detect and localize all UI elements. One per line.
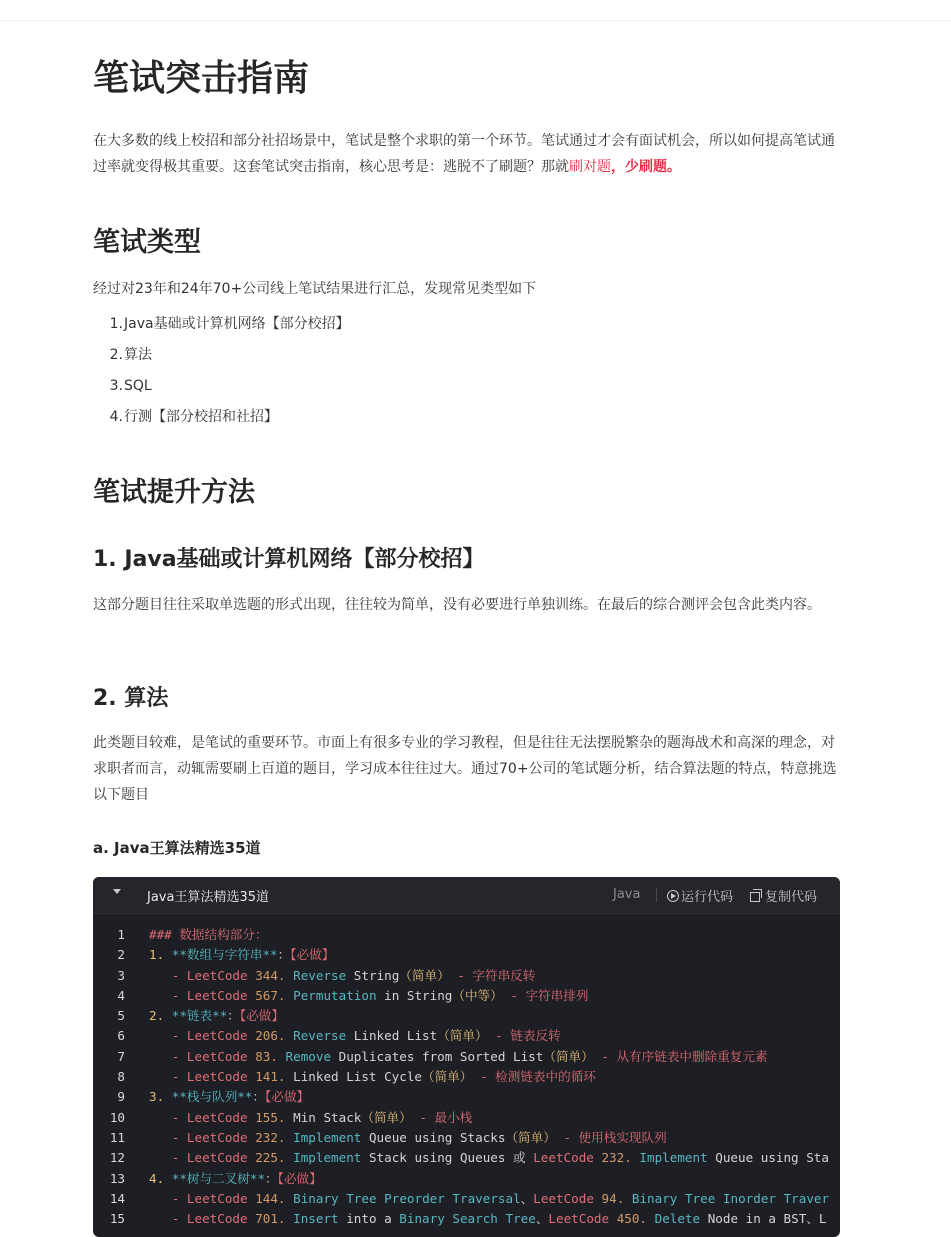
line-number: 10: [109, 1109, 125, 1125]
code-language[interactable]: Java: [613, 887, 641, 902]
code-line: [93, 925, 840, 945]
intro-paragraph: [93, 128, 845, 180]
list-label: 行测【部分校招和社招】: [124, 409, 278, 425]
types-list: [93, 312, 350, 436]
code-lines: [93, 925, 840, 1229]
copy-code-label: 复制代码: [765, 890, 818, 905]
collapse-chevron-icon[interactable]: [113, 889, 121, 894]
copy-icon: [750, 892, 760, 902]
list-number: 4.: [109, 409, 123, 425]
section2-subheading: a. Java王算法精选35道: [93, 839, 261, 857]
code-text: ### 数据结构部分：: [149, 927, 268, 942]
list-item: [93, 405, 350, 436]
code-line: [93, 1067, 840, 1087]
list-label: 算法: [124, 347, 152, 363]
list-item: [93, 343, 350, 374]
list-number: 2.: [109, 347, 123, 363]
code-line: [93, 945, 840, 965]
page-title: 笔试突击指南: [93, 58, 310, 99]
play-icon: [667, 890, 679, 902]
line-number: 4: [117, 987, 125, 1003]
line-number: 14: [109, 1190, 125, 1206]
list-item: [93, 312, 350, 343]
code-text: 4. **树与二叉树**：【必做】: [149, 1170, 322, 1186]
code-line: [93, 986, 840, 1006]
code-line: [93, 1169, 840, 1189]
list-label: SQL: [124, 378, 152, 394]
line-number: 2: [117, 947, 125, 963]
code-text: - LeetCode 141. Linked List Cycle（简单） - 检测链表中的循环: [149, 1069, 596, 1085]
run-code-button[interactable]: [667, 886, 733, 905]
run-code-label: 运行代码: [681, 890, 734, 905]
code-text: - LeetCode 344. Reverse String（简单） - 字符串反转: [149, 967, 536, 983]
section2-text: 此类题目较难，是笔试的重要环节。市面上有很多专业的学习教程，但是往往无法摆脱繁杂的题海战术和高深的理念，对求职者而言，动辄需要刷上百道的题目，学习成本往往过大。通过70+公司的笔试题分析，结合算法题的特点，特意挑选以下题目: [93, 735, 837, 803]
code-header: [93, 877, 840, 914]
line-number: 11: [109, 1129, 125, 1145]
line-number: 6: [117, 1028, 125, 1044]
section2-heading: 2. 算法: [93, 686, 169, 711]
code-title: Java王算法精选35道: [147, 890, 270, 905]
code-text: - LeetCode 232. Implement Queue using Stacks（简单） - 使用栈实现队列: [149, 1129, 667, 1145]
code-line: [93, 1006, 840, 1026]
top-bar: [0, 0, 951, 21]
section1-heading: 1. Java基础或计算机网络【部分校招】: [93, 547, 485, 572]
types-summary: 经过对23年和24年70+公司线上笔试结果进行汇总，发现常见类型如下: [93, 281, 537, 297]
code-line: [93, 1087, 840, 1107]
code-line: [93, 1209, 840, 1229]
line-number: 1: [117, 927, 125, 942]
code-line: [93, 1189, 840, 1209]
line-number: 13: [109, 1170, 125, 1186]
code-text: - LeetCode 701. Insert into a Binary Search Tree、LeetCode 450. Delete Node in a BST、L: [149, 1211, 827, 1227]
code-line: [93, 1047, 840, 1067]
list-item: [93, 374, 350, 405]
line-number: 15: [109, 1211, 125, 1227]
line-number: 8: [117, 1069, 125, 1085]
code-line: [93, 966, 840, 986]
intro-highlight-2: 少刷题。: [625, 159, 681, 175]
line-number: 12: [109, 1150, 125, 1166]
intro-highlight-1: 刷对题: [569, 159, 611, 175]
list-number: 1.: [109, 316, 123, 332]
list-number: 3.: [109, 378, 123, 394]
list-label: Java基础或计算机网络【部分校招】: [124, 316, 350, 332]
code-text: - LeetCode 83. Remove Duplicates from Sorted List（简单） - 从有序链表中删除重复元素: [149, 1048, 768, 1064]
code-text: - LeetCode 225. Implement Stack using Queues 或 LeetCode 232. Implement Queue using Sta: [149, 1150, 829, 1166]
intro-separator: ，: [611, 159, 625, 175]
code-text: - LeetCode 206. Reverse Linked List（简单） - 链表反转: [149, 1028, 561, 1044]
line-number: 7: [117, 1048, 125, 1064]
copy-code-button[interactable]: [750, 886, 817, 905]
header-divider: [656, 888, 657, 902]
code-block: [93, 877, 840, 1237]
code-text: - LeetCode 155. Min Stack（简单） - 最小栈: [149, 1109, 473, 1125]
line-number: 3: [117, 967, 125, 983]
line-number: 5: [117, 1008, 125, 1024]
code-line: [93, 1026, 840, 1046]
code-line: [93, 1148, 840, 1168]
code-text: - LeetCode 144. Binary Tree Preorder Traversal、LeetCode 94. Binary Tree Inorder Traver: [149, 1190, 830, 1206]
types-heading: 笔试类型: [93, 227, 201, 258]
intro-text: 在大多数的线上校招和部分社招场景中，笔试是整个求职的第一个环节。笔试通过才会有面试机会，所以如何提高笔试通过率就变得极其重要。这套笔试突击指南，核心思考是：逃脱不了刷题？那就: [93, 133, 835, 175]
code-line: [93, 1128, 840, 1148]
code-text: 2. **链表**：【必做】: [149, 1008, 284, 1024]
code-text: - LeetCode 567. Permutation in String（中等） - 字符串排列: [149, 987, 589, 1003]
section1-text: 这部分题目往往采取单选题的形式出现，往往较为简单，没有必要进行单独训练。在最后的综合测评会包含此类内容。: [93, 597, 821, 613]
code-text: 3. **栈与队列**：【必做】: [149, 1089, 310, 1105]
methods-heading: 笔试提升方法: [93, 477, 255, 508]
code-line: [93, 1108, 840, 1128]
line-number: 9: [117, 1089, 125, 1105]
code-text: 1. **数组与字符串**：【必做】: [149, 947, 335, 963]
